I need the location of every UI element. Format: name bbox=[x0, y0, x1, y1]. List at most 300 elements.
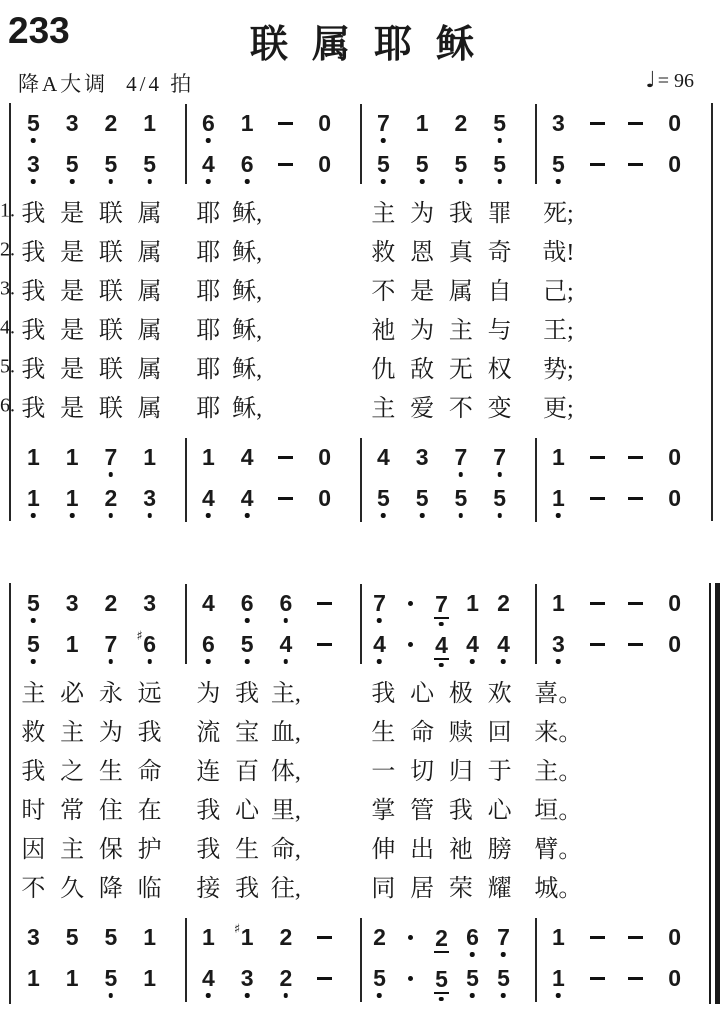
beat bbox=[578, 602, 617, 605]
lyric-syllable bbox=[305, 868, 344, 903]
lyric-syllable: 命 bbox=[137, 759, 162, 785]
barline bbox=[711, 103, 713, 521]
lyric-syllable: 接 bbox=[196, 876, 221, 902]
lyric-syllable: 我 bbox=[196, 798, 221, 824]
beat bbox=[457, 926, 488, 949]
lyric-syllable: 远 bbox=[137, 681, 162, 707]
beat bbox=[426, 965, 457, 992]
lyric-syllable: 荣 bbox=[448, 876, 473, 902]
verse-number: 2. bbox=[0, 238, 15, 260]
low-octave-dot bbox=[147, 659, 152, 664]
lyric-syllable: 临 bbox=[137, 876, 162, 902]
lyric-syllable bbox=[578, 193, 617, 228]
lyric-syllable bbox=[655, 271, 694, 306]
lyric-measure bbox=[185, 829, 360, 864]
low-octave-dot bbox=[556, 993, 561, 998]
note: 1 bbox=[65, 487, 80, 510]
note: 5 bbox=[26, 592, 41, 615]
lyric-syllable: 耶 bbox=[196, 318, 221, 344]
beat bbox=[92, 592, 131, 615]
lyric-syllable: 耶 bbox=[196, 240, 221, 266]
lyric-syllable bbox=[305, 193, 344, 228]
lyric-syllable bbox=[267, 271, 306, 306]
lyric-measure bbox=[535, 868, 710, 903]
lyric-syllable: 不 bbox=[371, 279, 396, 305]
beat bbox=[426, 924, 457, 951]
note: 1 bbox=[466, 590, 479, 616]
rest-note: 0 bbox=[668, 110, 682, 136]
lyric-syllable bbox=[617, 790, 656, 825]
lyric-syllable: 归 bbox=[448, 759, 473, 785]
dash-hold bbox=[590, 497, 605, 500]
lyric-syllable: 体, bbox=[270, 759, 301, 785]
lyrics-row bbox=[0, 308, 710, 347]
key-time-signature bbox=[18, 68, 194, 98]
note: 7 bbox=[434, 593, 449, 619]
lyric-syllable: 城。 bbox=[534, 876, 583, 902]
lyric-syllable: 因 bbox=[21, 837, 46, 863]
note: 7 bbox=[453, 446, 468, 469]
lyric-syllable bbox=[578, 712, 617, 747]
measure bbox=[185, 144, 360, 185]
low-octave-dot bbox=[206, 138, 211, 143]
note: 1 bbox=[551, 487, 566, 510]
low-octave-dot bbox=[31, 618, 36, 623]
lyric-syllable: 主 bbox=[371, 201, 396, 227]
lyric-measure bbox=[535, 751, 710, 786]
sharp-icon: ♯ bbox=[136, 629, 143, 645]
lyric-syllable bbox=[578, 349, 617, 384]
lyric-syllable: 无 bbox=[448, 357, 473, 383]
note: 1 bbox=[551, 967, 566, 990]
lyric-syllable bbox=[305, 349, 344, 384]
note: 7 bbox=[492, 446, 507, 469]
note: 2 bbox=[103, 487, 118, 510]
low-octave-dot bbox=[381, 138, 386, 143]
dash-hold bbox=[278, 163, 293, 166]
barline bbox=[360, 918, 362, 1002]
note: 5 bbox=[372, 967, 387, 990]
lyric-syllable: 是 bbox=[60, 396, 85, 422]
note: 1 bbox=[26, 487, 41, 510]
lyric-syllable bbox=[655, 790, 694, 825]
lyric-measure bbox=[185, 673, 360, 708]
measure bbox=[360, 103, 535, 144]
dash-hold bbox=[590, 643, 605, 646]
lyric-syllable: 祂 bbox=[371, 318, 396, 344]
beat bbox=[655, 153, 694, 176]
lyric-syllable: 属 bbox=[137, 279, 162, 305]
measure bbox=[535, 144, 710, 185]
lyric-syllable: 永 bbox=[98, 681, 123, 707]
lyric-syllable: 管 bbox=[410, 798, 435, 824]
measure bbox=[185, 958, 360, 999]
low-octave-dot bbox=[31, 179, 36, 184]
page-title: 联属耶稣 bbox=[249, 24, 498, 66]
beat bbox=[189, 967, 228, 990]
lyric-measure bbox=[360, 673, 535, 708]
low-octave-dot bbox=[109, 472, 114, 477]
lyric-syllable: 联 bbox=[98, 279, 123, 305]
beat bbox=[539, 633, 578, 656]
music-system-first-half bbox=[0, 103, 724, 521]
beat bbox=[305, 446, 344, 469]
note: 5 bbox=[415, 153, 430, 176]
beat bbox=[130, 487, 169, 510]
rest-note: 0 bbox=[668, 965, 682, 991]
lyric-syllable: 敌 bbox=[410, 357, 435, 383]
lyric-measure bbox=[535, 193, 710, 228]
dash-hold bbox=[628, 456, 643, 459]
beat bbox=[617, 977, 656, 980]
lyric-syllable: 为 bbox=[196, 681, 221, 707]
lyric-syllable bbox=[617, 388, 656, 423]
beat bbox=[14, 967, 53, 990]
beat bbox=[14, 112, 53, 135]
lyric-syllable bbox=[655, 868, 694, 903]
note: 4 bbox=[201, 590, 215, 616]
lyric-syllable: 我 bbox=[21, 279, 46, 305]
measure bbox=[360, 624, 535, 665]
barline bbox=[185, 584, 187, 664]
beat bbox=[228, 153, 267, 176]
lyric-syllable bbox=[267, 193, 306, 228]
lyric-measure bbox=[535, 673, 710, 708]
measure bbox=[10, 958, 185, 999]
dash-hold bbox=[628, 122, 643, 125]
rest-note: 0 bbox=[318, 485, 332, 511]
lyric-syllable: 时 bbox=[21, 798, 46, 824]
lyric-measure bbox=[360, 712, 535, 747]
low-octave-dot bbox=[439, 997, 444, 1002]
dash-hold bbox=[590, 163, 605, 166]
lyric-syllable: 心 bbox=[235, 798, 260, 824]
lyrics-row bbox=[0, 269, 710, 308]
lyric-syllable bbox=[617, 751, 656, 786]
low-octave-dot bbox=[147, 513, 152, 518]
beat bbox=[617, 122, 656, 125]
beat bbox=[130, 967, 169, 990]
note: 2 bbox=[373, 924, 386, 950]
beat bbox=[578, 456, 617, 459]
dash-hold bbox=[590, 936, 605, 939]
lyric-measure bbox=[360, 310, 535, 345]
lyric-measure bbox=[185, 193, 360, 228]
beat bbox=[305, 936, 344, 939]
beat bbox=[655, 633, 694, 656]
note: 5 bbox=[551, 153, 566, 176]
beat bbox=[655, 967, 694, 990]
barline bbox=[185, 438, 187, 522]
lyric-syllable: 联 bbox=[98, 396, 123, 422]
note: 5 bbox=[492, 112, 507, 135]
low-octave-dot bbox=[470, 952, 475, 957]
note: 5 bbox=[376, 153, 391, 176]
note: 1 bbox=[551, 444, 565, 470]
beat bbox=[655, 592, 694, 615]
low-octave-dot bbox=[206, 179, 211, 184]
lyric-syllable: 久 bbox=[60, 876, 85, 902]
lyric-syllable: 王; bbox=[543, 318, 574, 344]
low-octave-dot bbox=[439, 622, 444, 627]
notation-pair bbox=[10, 917, 710, 1003]
lyric-syllable: 稣, bbox=[232, 201, 263, 227]
note: 6 ♯ bbox=[142, 633, 157, 656]
beat bbox=[228, 922, 267, 950]
low-octave-dot bbox=[284, 618, 289, 623]
lyrics-row bbox=[10, 827, 710, 866]
beat bbox=[364, 926, 395, 949]
lyric-measure bbox=[185, 310, 360, 345]
barline bbox=[185, 918, 187, 1002]
lyric-syllable bbox=[267, 388, 306, 423]
lyric-syllable bbox=[578, 751, 617, 786]
beat bbox=[92, 633, 131, 656]
barline bbox=[535, 584, 537, 664]
beat bbox=[92, 112, 131, 135]
note: 3 bbox=[143, 590, 157, 616]
lyric-measure bbox=[360, 388, 535, 423]
low-octave-dot bbox=[459, 513, 464, 518]
beat bbox=[92, 967, 131, 990]
beat bbox=[364, 592, 395, 615]
low-octave-dot bbox=[31, 138, 36, 143]
note: 2 bbox=[279, 924, 293, 950]
lyric-syllable: 救 bbox=[371, 240, 396, 266]
lyric-syllable bbox=[617, 232, 656, 267]
lyric-measure bbox=[360, 193, 535, 228]
lyric-measure bbox=[360, 271, 535, 306]
lyric-syllable bbox=[305, 232, 344, 267]
barline bbox=[185, 104, 187, 184]
low-octave-dot bbox=[70, 179, 75, 184]
note: 4 bbox=[496, 633, 511, 656]
lyric-syllable: 我 bbox=[21, 240, 46, 266]
low-octave-dot bbox=[556, 513, 561, 518]
augmentation-dot bbox=[408, 935, 413, 940]
lyric-syllable bbox=[578, 673, 617, 708]
lyric-syllable: 欢 bbox=[487, 681, 512, 707]
lyric-syllable: 己; bbox=[543, 279, 574, 305]
low-octave-dot bbox=[497, 472, 502, 477]
lyric-measure bbox=[535, 232, 710, 267]
lyric-syllable: 伸 bbox=[371, 837, 396, 863]
lyric-syllable bbox=[655, 829, 694, 864]
lyric-syllable: 宝 bbox=[235, 720, 260, 746]
lyric-syllable: 主, bbox=[270, 681, 301, 707]
low-octave-dot bbox=[31, 513, 36, 518]
beat bbox=[228, 633, 267, 656]
beat bbox=[539, 112, 578, 135]
lyric-syllable bbox=[267, 349, 306, 384]
lyric-syllable bbox=[655, 712, 694, 747]
beat bbox=[364, 112, 403, 135]
note: 5 bbox=[103, 153, 118, 176]
lyric-measure bbox=[185, 388, 360, 423]
lyric-syllable bbox=[578, 388, 617, 423]
dash-hold bbox=[278, 122, 293, 125]
note: 3 bbox=[142, 487, 157, 510]
lyric-syllable: 我 bbox=[21, 759, 46, 785]
lyric-measure bbox=[10, 310, 185, 345]
lyric-syllable: 我 bbox=[235, 876, 260, 902]
beat bbox=[539, 592, 578, 615]
beat bbox=[488, 592, 519, 615]
beat bbox=[539, 487, 578, 510]
time-signature: 4/4 拍 bbox=[126, 72, 195, 96]
barline bbox=[360, 584, 362, 664]
beat bbox=[92, 446, 131, 469]
lyric-measure bbox=[185, 271, 360, 306]
lyric-syllable bbox=[305, 388, 344, 423]
beat bbox=[189, 926, 228, 949]
note: 3 bbox=[415, 444, 429, 470]
note: 5 bbox=[434, 968, 449, 994]
verse-number: 6. bbox=[0, 394, 15, 416]
lyric-syllable: 不 bbox=[21, 876, 46, 902]
beat bbox=[364, 446, 403, 469]
lyric-syllable: 耶 bbox=[196, 396, 221, 422]
note: 5 bbox=[453, 153, 468, 176]
lyric-syllable: 出 bbox=[410, 837, 435, 863]
low-octave-dot bbox=[439, 663, 444, 668]
beat bbox=[403, 112, 442, 135]
beat bbox=[457, 633, 488, 656]
low-octave-dot bbox=[497, 179, 502, 184]
barline bbox=[535, 438, 537, 522]
beat bbox=[189, 633, 228, 656]
lyric-syllable bbox=[305, 829, 344, 864]
note: 4 bbox=[465, 633, 480, 656]
low-octave-dot bbox=[206, 993, 211, 998]
note: 2 bbox=[104, 590, 118, 616]
barline bbox=[360, 438, 362, 522]
beat bbox=[426, 631, 457, 658]
lyric-measure bbox=[360, 868, 535, 903]
note: 1 bbox=[143, 965, 157, 991]
note: 4 bbox=[376, 444, 390, 470]
measure bbox=[535, 437, 710, 478]
music-system-second-half bbox=[0, 583, 724, 1004]
lyric-syllable bbox=[617, 829, 656, 864]
lyric-syllable bbox=[655, 388, 694, 423]
lyric-syllable bbox=[617, 310, 656, 345]
lyric-measure bbox=[360, 751, 535, 786]
lyric-syllable: 常 bbox=[60, 798, 85, 824]
lyric-syllable: 属 bbox=[137, 240, 162, 266]
lyric-syllable: 罪 bbox=[487, 201, 512, 227]
lyric-syllable: 属 bbox=[448, 279, 473, 305]
lyrics-row bbox=[0, 386, 710, 425]
note: 4 bbox=[201, 487, 216, 510]
dash-hold bbox=[278, 456, 293, 459]
lyric-measure bbox=[535, 388, 710, 423]
lyric-syllable: 主。 bbox=[534, 759, 583, 785]
beat bbox=[53, 926, 92, 949]
low-octave-dot bbox=[109, 659, 114, 664]
lyric-syllable: 稣, bbox=[232, 357, 263, 383]
lyrics-block bbox=[10, 671, 710, 905]
rest-note: 0 bbox=[668, 590, 682, 616]
lyric-syllable: 同 bbox=[371, 876, 396, 902]
lyric-syllable: 保 bbox=[98, 837, 123, 863]
lyric-measure bbox=[360, 232, 535, 267]
beat bbox=[267, 497, 306, 500]
note: 5 bbox=[492, 487, 507, 510]
note: 6 bbox=[240, 153, 255, 176]
note: 2 bbox=[435, 924, 448, 951]
rest-note: 0 bbox=[668, 485, 682, 511]
lyric-syllable: 真 bbox=[448, 240, 473, 266]
low-octave-dot bbox=[470, 659, 475, 664]
lyric-measure bbox=[10, 271, 185, 306]
note: 1 bbox=[143, 110, 157, 136]
note: 5 bbox=[453, 487, 468, 510]
low-octave-dot bbox=[420, 179, 425, 184]
lyric-measure bbox=[535, 790, 710, 825]
note: 3 bbox=[26, 153, 41, 176]
note: 7 bbox=[376, 112, 391, 135]
dash-hold bbox=[628, 936, 643, 939]
lyric-measure bbox=[185, 712, 360, 747]
beat bbox=[617, 643, 656, 646]
beat bbox=[442, 487, 481, 510]
note: 7 bbox=[103, 633, 118, 656]
beat bbox=[305, 153, 344, 176]
lyric-syllable: 里, bbox=[270, 798, 301, 824]
measure bbox=[535, 103, 710, 144]
lyric-syllable: 我 bbox=[448, 201, 473, 227]
lyric-syllable: 必 bbox=[60, 681, 85, 707]
low-octave-dot bbox=[245, 618, 250, 623]
note: 5 bbox=[465, 967, 480, 990]
lyric-syllable: 与 bbox=[487, 318, 512, 344]
beat bbox=[228, 112, 267, 135]
dash-hold bbox=[317, 977, 332, 980]
beat bbox=[189, 446, 228, 469]
beat bbox=[267, 926, 306, 949]
lyric-syllable: 属 bbox=[137, 396, 162, 422]
lyric-syllable: 稣, bbox=[232, 396, 263, 422]
note: 4 bbox=[240, 487, 255, 510]
lyric-syllable: 生 bbox=[98, 759, 123, 785]
lyric-syllable: 是 bbox=[60, 357, 85, 383]
note: 4 bbox=[201, 153, 216, 176]
measure bbox=[10, 103, 185, 144]
lyric-syllable bbox=[655, 310, 694, 345]
lyric-syllable bbox=[655, 673, 694, 708]
beat bbox=[364, 633, 395, 656]
note: 4 bbox=[201, 967, 216, 990]
beat bbox=[617, 163, 656, 166]
lyric-measure bbox=[535, 349, 710, 384]
lyric-syllable bbox=[655, 232, 694, 267]
tempo-marking bbox=[645, 68, 694, 93]
beat bbox=[228, 487, 267, 510]
low-octave-dot bbox=[70, 513, 75, 518]
dash-hold bbox=[628, 497, 643, 500]
beat bbox=[578, 122, 617, 125]
lyric-syllable: 我 bbox=[137, 720, 162, 746]
lyric-syllable bbox=[305, 712, 344, 747]
lyric-measure bbox=[360, 829, 535, 864]
note: 1 bbox=[551, 590, 565, 616]
note: 5 bbox=[415, 487, 430, 510]
measure bbox=[360, 478, 535, 519]
lyric-syllable bbox=[578, 790, 617, 825]
key-signature: 降A大调 bbox=[18, 72, 109, 96]
note: 3 bbox=[65, 110, 79, 136]
